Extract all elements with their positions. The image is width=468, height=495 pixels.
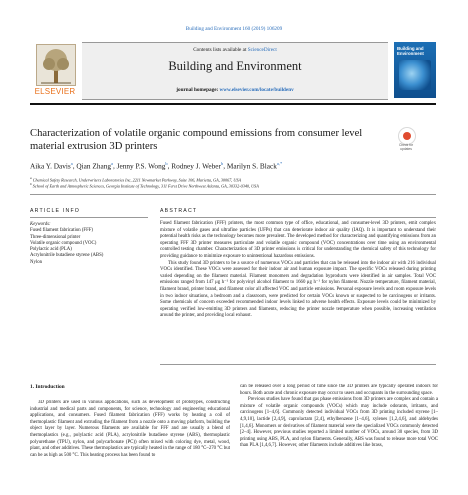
elsevier-tree-icon (36, 44, 76, 86)
homepage-prefix: journal homepage: (176, 87, 220, 93)
article-title: Characterization of volatile organic compound emissions from consumer level material extrusion 3D printers (30, 128, 363, 152)
abstract-heading: ABSTRACT (160, 208, 198, 214)
affiliation-mark: a (30, 176, 32, 180)
keyword-item: Three-dimensional printer (30, 234, 81, 240)
author-affil-mark[interactable]: b (220, 161, 224, 166)
cover-title: Building and Environment (397, 46, 424, 56)
check-for-updates-badge[interactable] (396, 127, 416, 153)
contents-line (82, 47, 388, 53)
author-name[interactable]: Rodney J. Weber (171, 161, 221, 171)
journal-name: Building and Environment (168, 59, 302, 73)
abstract-paragraph: This study found 3D printers to be a source of numerous VOCs and particles that can be released into the indoor air with 216 individual VOCs identified. These VOCs were assessed for their indoor air and human exposure impact. The specific VOCs released during printing varied depending on the filament material. Filament monomers and degradation byproducts were identified in air samples. Total VOC emissions ranged from 147 μg h⁻¹ for polyvinyl alcohol filament to 1660 μg h⁻¹ for nylon filament. Nozzle temperature, filament material, filament brand, printer brand, and filament color all affected VOC and particle emissions. Personal exposure levels and room exposure levels in two indoor situations, a bedroom and a classroom, were predicted for certain VOCs known or suspected to be carcinogens or irritants. Some chemicals of concern exceeded recommended indoor levels linked to adverse health effects. Exposure levels could be minimized by operating verified low-emitting 3D printers and filaments, reducing the printer nozzle temperature when possible, increasing ventilation around the printer, and providing local exhaust. (160, 260, 436, 319)
keyword-item: Fused filament fabrication (FFF) (30, 228, 94, 234)
sciencedirect-link[interactable]: ScienceDirect (247, 47, 277, 53)
header-rule (30, 103, 436, 105)
author-name[interactable]: Aika Y. Davis (30, 161, 71, 171)
article-info-rule (30, 217, 148, 218)
keywords-list (30, 222, 150, 266)
author-list: Aika Y. Davis$^a$, Qian Zhang$^a$, Jenny P.S. Wong$^b$, Rodney J. Weber$^b$, Marilyn S. Black$^{a,*}$ (30, 161, 283, 171)
author-name[interactable]: Marilyn S. Black (226, 161, 277, 171)
keyword-item: Polylactic acid (PLA) (30, 247, 72, 253)
affiliation-mark: b (30, 182, 32, 186)
elsevier-logo (30, 42, 80, 98)
journal-header (30, 42, 436, 98)
keyword-item: Acrylonitrile butadiene styrene (ABS) (30, 253, 104, 259)
journal-banner (82, 42, 388, 100)
author-affil-mark[interactable]: b (165, 161, 168, 166)
abstract-bottom-rule (160, 364, 436, 365)
intro-paragraph: can be released over a long period of time since the 3D printers are typically operated indoors for hours. Both acute and chronic exposure may occur to users and occupants in the surrounding space. (240, 384, 438, 396)
cover-art-image (399, 60, 431, 90)
author-affil-mark[interactable]: a (70, 161, 73, 166)
intro-heading: 1. Introduction (30, 384, 65, 390)
intro-paragraph: Previous studies have found that gas phase emissions from 3D printers are complex and contain a mixture of volatile organic compounds (VOCs) which may include odorants, irritants, and carcinogens [1–4,6]. Commonly detected individual VOCs from 3D printing included styrene [1–4,9,10], lactide [2,4,9], caprolactam [2,4], ethylbenzene [1–4,6], xylenes [1,2,4,6], and aldehydes [1,4,6]. Monomers or derivatives of filament material were the specialized VOCs commonly detected [2–4]. However, previous studies reported a limited number of VOCs, around 30 species, from 3D printing using ABS, PLA, and nylon filaments. Generally, ABS was found to release more total VOC than PLA [1,4,6,7]. However, other filaments include additives like brass, (240, 397, 438, 449)
journal-cover[interactable] (394, 42, 436, 98)
keyword-item: Volatile organic compound (VOC) (30, 240, 97, 246)
affiliation-text: School of Earth and Atmospheric Sciences, Georgia Institute of Technology, 311 Ferst Drive Northwest Atlanta, GA, 30332-0340, USA (32, 183, 259, 189)
author-affil-mark[interactable]: a,* (276, 161, 283, 166)
intro-column-right (240, 384, 438, 495)
homepage-link[interactable]: www.elsevier.com/locate/buildenv (219, 87, 294, 93)
abstract-paragraph: Fused filament fabrication (FFF) printers, the most common type of office, educational, and consumer-level 3D printers, emit complex mixture of volatile gases and ultrafine particles (UFPs) that can deteriorate indoor air quality (IAQ). It is important to understand their potential health risks as the technology becomes more prevalent. The developed method for characterizing and quantifying emissions from an operating FFF 3D printer measures particulate and volatile organic compound (VOC) concentrations over time using an environmental controlled testing chamber. Characterization of 3D printer emissions is critical for understanding the chemical safety of this technology for providing guidance to minimize exposure to unintentional hazardous emissions. (160, 221, 436, 259)
keywords-label-text: Keywords: (30, 222, 51, 227)
contents-prefix: Contents lists available at (193, 47, 248, 53)
affiliation (30, 182, 440, 188)
keyword-item: Nylon (30, 259, 42, 265)
intro-column-left (30, 400, 230, 495)
journal-citation[interactable]: Building and Environment 160 (2019) 106209 (185, 26, 283, 32)
author-affil-mark[interactable]: a (111, 161, 113, 166)
intro-paragraph: 3D printers are used in various applications, such as development of prototypes, constructing industrial and medical parts and components, for science, technology and engineering educational applications, and consumers. Fused filament fabrication (FFF) works by heating a coil of thermoplastic filament and extruding the filament from a nozzle onto a moving platform, building the object layer by layer. Numerous filaments are available for FFF and are usually a blend of thermoplastics (e.g., polylactic acid (PLA), acrylonitrile butadiene styrene (ABS), thermoplastic polyurethane (TPU), nylon, and polycarbonate (PC)) often mixed with coloring dye, metal, wood, plant, and other additives. These thermoplastics are typically heated in the range of 180 °C–270 °C but can be as high as 500 °C. This heating process has been found to (30, 400, 230, 458)
article-info-heading: ARTICLE INFO (30, 208, 81, 214)
author-name[interactable]: Qian Zhang (76, 161, 112, 171)
abstract-body (160, 221, 436, 320)
check-updates-label: Check for updates (398, 143, 414, 151)
elsevier-wordmark: ELSEVIER (34, 87, 76, 96)
abstract-rule (160, 217, 436, 218)
affiliation-rule (30, 194, 436, 195)
author-name[interactable]: Jenny P.S. Wong (116, 161, 166, 171)
affiliation-text: Chemical Safety Research, Underwriters Laboratories Inc, 2211 Newmarket Parkway, Suite 106, Marietta, GA, 30067, USA (32, 177, 242, 183)
homepage-line (82, 87, 388, 93)
